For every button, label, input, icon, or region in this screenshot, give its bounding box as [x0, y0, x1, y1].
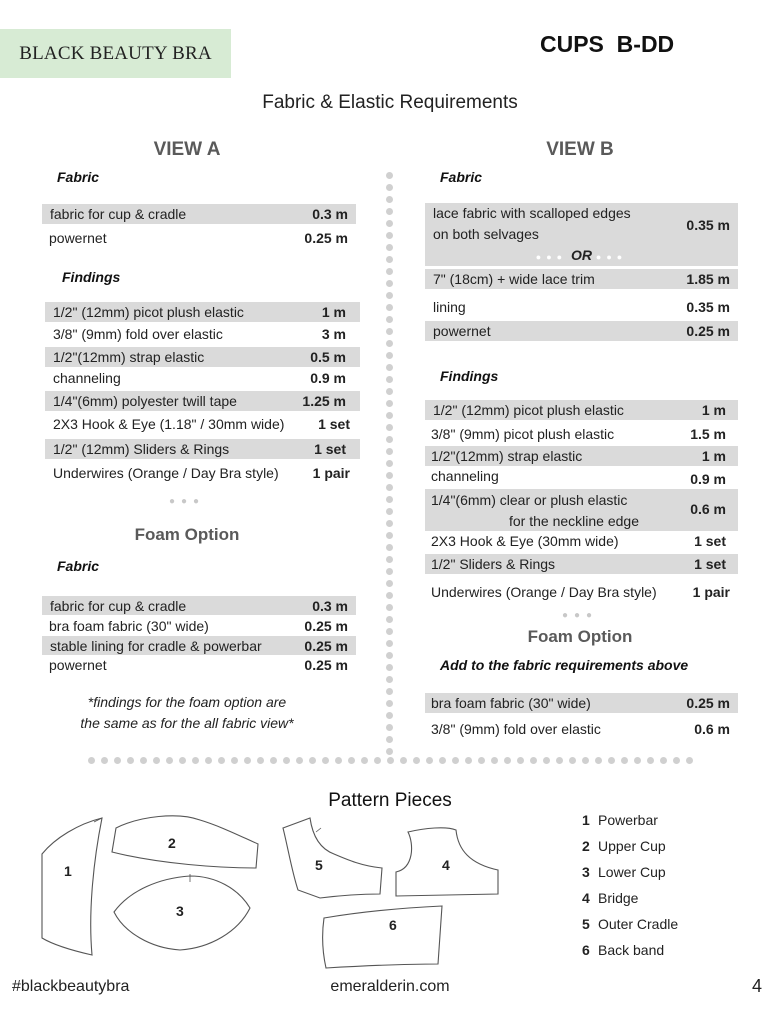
item-value: 1 set	[318, 416, 350, 432]
divider-dot	[127, 757, 134, 764]
divider-dot	[270, 757, 277, 764]
divider-dot	[608, 757, 615, 764]
divider-dot	[452, 757, 459, 764]
divider-dot	[386, 364, 393, 371]
legend-item	[582, 890, 638, 906]
view-b-finding-row	[425, 466, 738, 486]
divider-dot	[660, 757, 667, 764]
view-b-fabric-row	[425, 297, 738, 317]
item-label: fabric for cup & cradle	[50, 206, 187, 222]
item-label: Underwires (Orange / Day Bra style)	[431, 584, 657, 600]
divider-dot	[386, 232, 393, 239]
divider-dot	[386, 736, 393, 743]
legend-item	[582, 864, 666, 880]
item-label: powernet	[433, 323, 491, 339]
legend-item	[582, 916, 678, 932]
view-b-finding-row	[425, 582, 738, 602]
divider-dot	[386, 700, 393, 707]
item-label: powernet	[49, 657, 107, 673]
divider-dot	[386, 688, 393, 695]
legend-number: 6	[582, 942, 590, 958]
divider-dot	[386, 508, 393, 515]
divider-dot	[386, 484, 393, 491]
divider-dot	[153, 757, 160, 764]
divider-dot	[582, 757, 589, 764]
divider-dot	[386, 376, 393, 383]
separator-dots: ●●●	[168, 496, 206, 507]
view-a-foam-row	[42, 596, 356, 615]
divider-dot	[386, 604, 393, 611]
page-number: 4	[752, 976, 763, 996]
divider-dot	[386, 436, 393, 443]
upper-cup-piece	[112, 816, 258, 868]
divider-dot	[231, 757, 238, 764]
item-label: fabric for cup & cradle	[50, 598, 187, 614]
item-value: 0.9 m	[690, 471, 726, 487]
view-b-finding-row	[425, 446, 738, 466]
divider-dot	[374, 757, 381, 764]
powerbar-piece	[42, 818, 102, 955]
item-value: 0.25 m	[686, 323, 730, 339]
divider-dot	[361, 757, 368, 764]
divider-dot	[634, 757, 641, 764]
item-label: bra foam fabric (30" wide)	[49, 618, 209, 634]
divider-dot	[386, 292, 393, 299]
divider-dot	[386, 256, 393, 263]
item-label: lining	[433, 299, 466, 315]
item-label: 1/2" (12mm) Sliders & Rings	[53, 441, 230, 457]
divider-dot	[386, 460, 393, 467]
divider-dot	[386, 424, 393, 431]
legend-item	[582, 942, 664, 958]
view-b-finding-row	[425, 400, 738, 420]
piece-number: 6	[389, 917, 397, 933]
view-a-foam-row	[42, 636, 356, 655]
item-label: 2X3 Hook & Eye (30mm wide)	[431, 533, 619, 549]
divider-dot	[386, 556, 393, 563]
divider-dot	[386, 196, 393, 203]
divider-dot	[386, 448, 393, 455]
item-value: 1 set	[694, 533, 726, 549]
item-label: 1/2"(12mm) strap elastic	[431, 448, 583, 464]
pattern-pieces-title: Pattern Pieces	[328, 790, 452, 811]
view-a-foam-title: Foam Option	[134, 525, 240, 544]
item-label: on both selvages	[433, 226, 539, 242]
piece-number: 1	[64, 863, 72, 879]
item-value: 0.6 m	[690, 501, 726, 517]
cup-size-range: CUPS B-DD	[540, 31, 675, 57]
divider-dot	[386, 592, 393, 599]
foam-findings-note	[42, 692, 332, 734]
divider-dot	[569, 757, 576, 764]
divider-dot	[504, 757, 511, 764]
view-a-finding-row	[45, 414, 360, 434]
item-value: 0.25 m	[304, 230, 348, 246]
item-label: 1/2" (12mm) picot plush elastic	[53, 304, 244, 320]
divider-dot	[348, 757, 355, 764]
divider-dot	[386, 280, 393, 287]
item-value: 1 m	[321, 304, 346, 320]
view-b-foam-row	[425, 693, 738, 713]
view-a-foam-fabric-heading: Fabric	[57, 558, 100, 574]
divider-dot	[386, 340, 393, 347]
item-label: powernet	[49, 230, 107, 246]
divider-dot	[465, 757, 472, 764]
legend-number: 3	[582, 864, 590, 880]
item-label: 1/2"(12mm) strap elastic	[53, 349, 205, 365]
item-label: 3/8" (9mm) fold over elastic	[431, 721, 601, 737]
divider-dot	[386, 172, 393, 179]
separator-dots: ●●●	[535, 252, 568, 262]
note-line: *findings for the foam option are	[87, 694, 287, 710]
item-value: 0.25 m	[686, 695, 730, 711]
divider-dot	[257, 757, 264, 764]
divider-dot	[647, 757, 654, 764]
item-label: 1/4"(6mm) clear or plush elastic	[431, 492, 628, 508]
item-value: 0.25 m	[304, 657, 348, 673]
view-a-fabric-heading: Fabric	[57, 169, 100, 185]
item-value: 1.25 m	[302, 393, 346, 409]
divider-dot	[386, 748, 393, 755]
divider-dot	[309, 757, 316, 764]
item-value: 0.6 m	[694, 721, 730, 737]
divider-dot	[296, 757, 303, 764]
or-separator	[425, 247, 738, 263]
piece-number: 2	[168, 835, 176, 851]
divider-dot	[205, 757, 212, 764]
or-label: OR	[571, 247, 592, 263]
divider-dot	[335, 757, 342, 764]
item-value: 0.3 m	[312, 206, 348, 222]
view-b-findings-heading: Findings	[440, 368, 499, 384]
divider-dot	[386, 244, 393, 251]
item-value: 1 set	[694, 556, 726, 572]
item-label: bra foam fabric (30" wide)	[431, 695, 591, 711]
piece-number: 4	[442, 857, 450, 873]
item-label: channeling	[53, 370, 121, 386]
view-a-fabric-row	[42, 204, 356, 224]
item-value: 0.5 m	[310, 349, 346, 365]
view-a-fabric-row	[42, 228, 356, 248]
view-b-foam-subtitle: Add to the fabric requirements above	[440, 657, 689, 673]
divider-dot	[386, 544, 393, 551]
item-value: 1 m	[701, 402, 726, 418]
divider-dot	[386, 616, 393, 623]
item-value: 3 m	[321, 326, 346, 342]
divider-dot	[244, 757, 251, 764]
divider-dot	[386, 184, 393, 191]
item-label: for the neckline edge	[509, 513, 639, 529]
divider-dot	[140, 757, 147, 764]
legend-name: Outer Cradle	[598, 916, 679, 932]
divider-dot	[88, 757, 95, 764]
view-b-finding-row	[425, 531, 738, 551]
item-value: 1.5 m	[690, 426, 726, 442]
pattern-pieces-illustration	[0, 810, 570, 975]
item-label: Underwires (Orange / Day Bra style)	[53, 465, 279, 481]
divider-dot	[543, 757, 550, 764]
view-a-foam-row	[42, 655, 356, 674]
item-label: channeling	[431, 468, 499, 484]
divider-dot	[386, 412, 393, 419]
view-a-finding-row	[45, 439, 360, 459]
item-label: 7" (18cm) + wide lace trim	[433, 271, 595, 287]
divider-dot	[530, 757, 537, 764]
item-label: stable lining for cradle & powerbar	[50, 638, 262, 654]
divider-dot	[322, 757, 329, 764]
view-b-fabric-heading: Fabric	[440, 169, 483, 185]
divider-dot	[413, 757, 420, 764]
legend-number: 4	[582, 890, 590, 906]
divider-dot	[386, 268, 393, 275]
view-a-finding-row	[45, 391, 360, 411]
divider-dot	[386, 208, 393, 215]
item-value: 0.35 m	[686, 299, 730, 315]
view-b-title: VIEW B	[546, 139, 614, 160]
divider-dot	[386, 472, 393, 479]
view-a-finding-row	[45, 368, 360, 388]
legend-number: 5	[582, 916, 590, 932]
divider-dot	[386, 664, 393, 671]
view-b-lace-row	[425, 203, 738, 266]
legend-item	[582, 812, 658, 828]
item-label: 3/8" (9mm) fold over elastic	[53, 326, 223, 342]
divider-dot	[386, 568, 393, 575]
separator-dots: ●●●	[595, 252, 628, 262]
hashtag: #blackbeautybra	[12, 978, 130, 995]
item-label: 2X3 Hook & Eye (1.18" / 30mm wide)	[53, 416, 285, 432]
piece-number: 5	[315, 857, 323, 873]
view-b-finding-row	[425, 489, 738, 531]
divider-dot	[386, 628, 393, 635]
divider-dot	[595, 757, 602, 764]
item-label: 1/2" Sliders & Rings	[431, 556, 556, 572]
divider-dot	[621, 757, 628, 764]
page-title: Fabric & Elastic Requirements	[262, 92, 518, 113]
view-b-foam-row	[425, 719, 738, 739]
divider-dot	[114, 757, 121, 764]
divider-dot	[556, 757, 563, 764]
item-label: lace fabric with scalloped edges	[433, 205, 631, 221]
divider-dot	[478, 757, 485, 764]
divider-dot	[386, 520, 393, 527]
item-value: 1 m	[701, 448, 726, 464]
view-b-fabric-row	[425, 321, 738, 341]
divider-dot	[192, 757, 199, 764]
divider-dot	[386, 496, 393, 503]
item-value: 0.25 m	[304, 618, 348, 634]
divider-dot	[386, 316, 393, 323]
divider-dot	[517, 757, 524, 764]
item-value: 0.35 m	[686, 217, 730, 233]
view-a-findings-heading: Findings	[62, 269, 121, 285]
view-a-title: VIEW A	[153, 139, 221, 160]
divider-dot	[179, 757, 186, 764]
divider-dot	[386, 400, 393, 407]
note-line: the same as for the all fabric view*	[80, 715, 294, 731]
divider-dot	[673, 757, 680, 764]
view-b-fabric-row	[425, 269, 738, 289]
legend-item	[582, 838, 666, 854]
outer-cradle-piece	[283, 818, 382, 898]
divider-dot	[386, 220, 393, 227]
view-a-finding-row	[45, 463, 360, 483]
piece-number: 3	[176, 903, 184, 919]
legend-name: Bridge	[598, 890, 639, 906]
view-a-foam-row	[42, 616, 356, 635]
separator-dots: ●●●	[561, 610, 599, 621]
legend-name: Upper Cup	[598, 838, 666, 854]
legend-name: Back band	[598, 942, 665, 958]
item-value: 1 pair	[312, 465, 350, 481]
item-value: 1 pair	[692, 584, 730, 600]
divider-dot	[386, 640, 393, 647]
legend-number: 2	[582, 838, 590, 854]
divider-dot	[387, 757, 394, 764]
divider-dot	[400, 757, 407, 764]
item-label: 1/4"(6mm) polyester twill tape	[53, 393, 237, 409]
divider-dot	[426, 757, 433, 764]
legend-name: Lower Cup	[598, 864, 666, 880]
item-value: 1.85 m	[686, 271, 730, 287]
view-a-finding-row	[45, 302, 360, 322]
divider-dot	[386, 712, 393, 719]
divider-dot	[386, 328, 393, 335]
divider-dot	[491, 757, 498, 764]
legend-number: 1	[582, 812, 590, 828]
item-value: 0.25 m	[304, 638, 348, 654]
legend-name: Powerbar	[598, 812, 658, 828]
divider-dot	[386, 724, 393, 731]
item-value: 1 set	[314, 441, 346, 457]
divider-dot	[439, 757, 446, 764]
divider-dot	[166, 757, 173, 764]
view-a-finding-row	[45, 347, 360, 367]
divider-dot	[386, 388, 393, 395]
divider-dot	[386, 652, 393, 659]
divider-dot	[686, 757, 693, 764]
divider-dot	[101, 757, 108, 764]
view-a-finding-row	[45, 324, 360, 344]
back-band-piece	[323, 906, 442, 968]
divider-dot	[283, 757, 290, 764]
view-b-finding-row	[425, 554, 738, 574]
divider-dot	[386, 580, 393, 587]
divider-dot	[386, 352, 393, 359]
item-label: 3/8" (9mm) picot plush elastic	[431, 426, 615, 442]
view-b-finding-row	[425, 424, 738, 444]
divider-dot	[386, 532, 393, 539]
brand-label: BLACK BEAUTY BRA	[0, 29, 231, 78]
divider-dot	[386, 676, 393, 683]
website: emeralderin.com	[330, 978, 450, 995]
item-value: 0.9 m	[310, 370, 346, 386]
item-value: 0.3 m	[312, 598, 348, 614]
divider-dot	[386, 304, 393, 311]
divider-dot	[218, 757, 225, 764]
item-label: 1/2" (12mm) picot plush elastic	[433, 402, 624, 418]
view-b-foam-title: Foam Option	[527, 627, 633, 646]
